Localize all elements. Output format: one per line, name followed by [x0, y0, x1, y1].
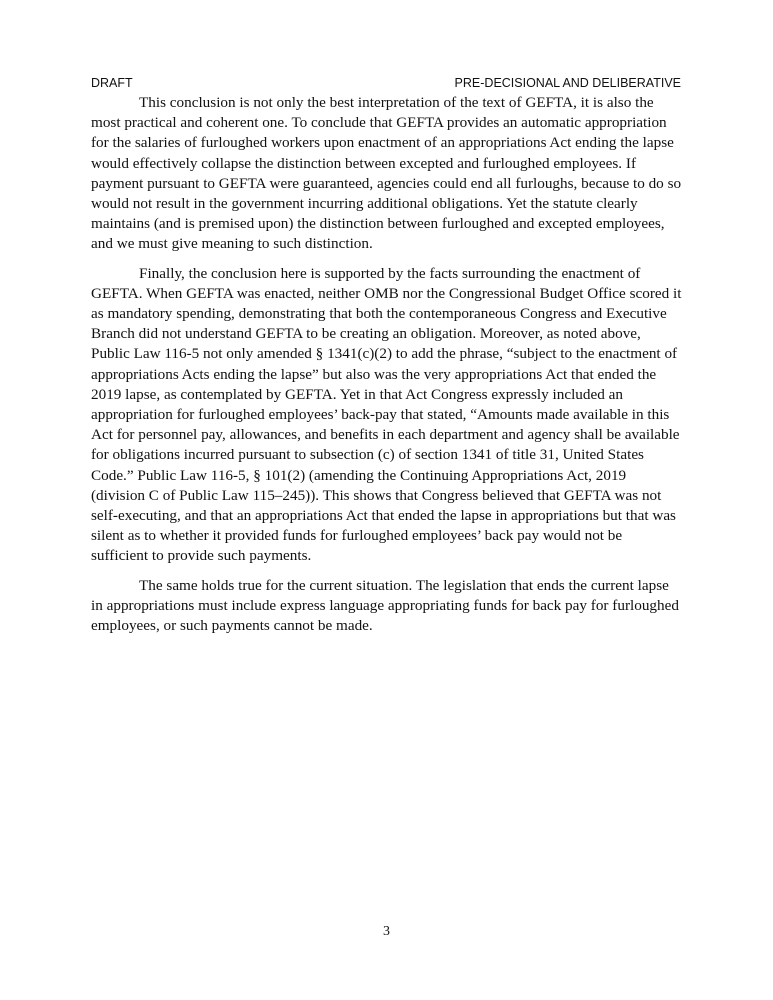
paragraph-current-situation: The same holds true for the current situation. The legislation that ends the current lapse in appropriations must include express language appropriating funds for back pay for furloughed employees, or such payments cannot be made.	[91, 576, 679, 635]
paragraph-enactment-facts: Finally, the conclusion here is supported by the facts surrounding the enactment of GEFTA. When GEFTA was enacted, neither OMB nor the Congressional Budget Office scored it as mandatory spending, demonstrating that both the contemporaneous Congress and Executive Branch did not understand GEFTA to be creating an obligation. Moreover, as noted above, Public Law 116-5 not only amended § 1341(c)(2) to add the phrase, “subject to the enactment of appropriations Acts ending the lapse” but also was the very appropriations Act that ended the 2019 lapse, as contemplated by GEFTA. Yet in that Act Congress expressly included an appropriation for furloughed employees’ back-pay that stated, “Amounts made available in this Act for personnel pay, allowances, and benefits in each department and agency shall be available for obligations incurred pursuant to subsection (c) of section 1341 of title 31, United States Code.” Public Law 116-5, § 101(2) (amending the Continuing Appropriations Act, 2019 (division C of Public Law 115–245)). This shows that Congress believed that GEFTA was not self-executing, and that an appropriations Act that ended the lapse in appropriations but that was silent as to whether it provided funds for furloughed employees’ back pay would not be sufficient to provide such payments.	[91, 264, 682, 565]
draft-label: DRAFT	[91, 76, 133, 90]
paragraph-conclusion: This conclusion is not only the best interpretation of the text of GEFTA, it is also the most practical and coherent one. To conclude that GEFTA provides an automatic appropriation for the salaries of furloughed workers upon enactment of an appropriations Act ending the lapse would effectively collapse the distinction between excepted and furloughed employees. If payment pursuant to GEFTA were guaranteed, agencies could end all furloughs, because to do so would not result in the government incurring additional obligations. Yet the statute clearly maintains (and is premised upon) the distinction between furloughed and excepted employees, and we must give meaning to such distinction.	[91, 94, 682, 253]
page-number: 3	[383, 924, 390, 939]
page-header	[91, 76, 681, 92]
classification-label: PRE-DECISIONAL AND DELIBERATIVE	[454, 76, 681, 90]
document-body	[91, 93, 683, 645]
